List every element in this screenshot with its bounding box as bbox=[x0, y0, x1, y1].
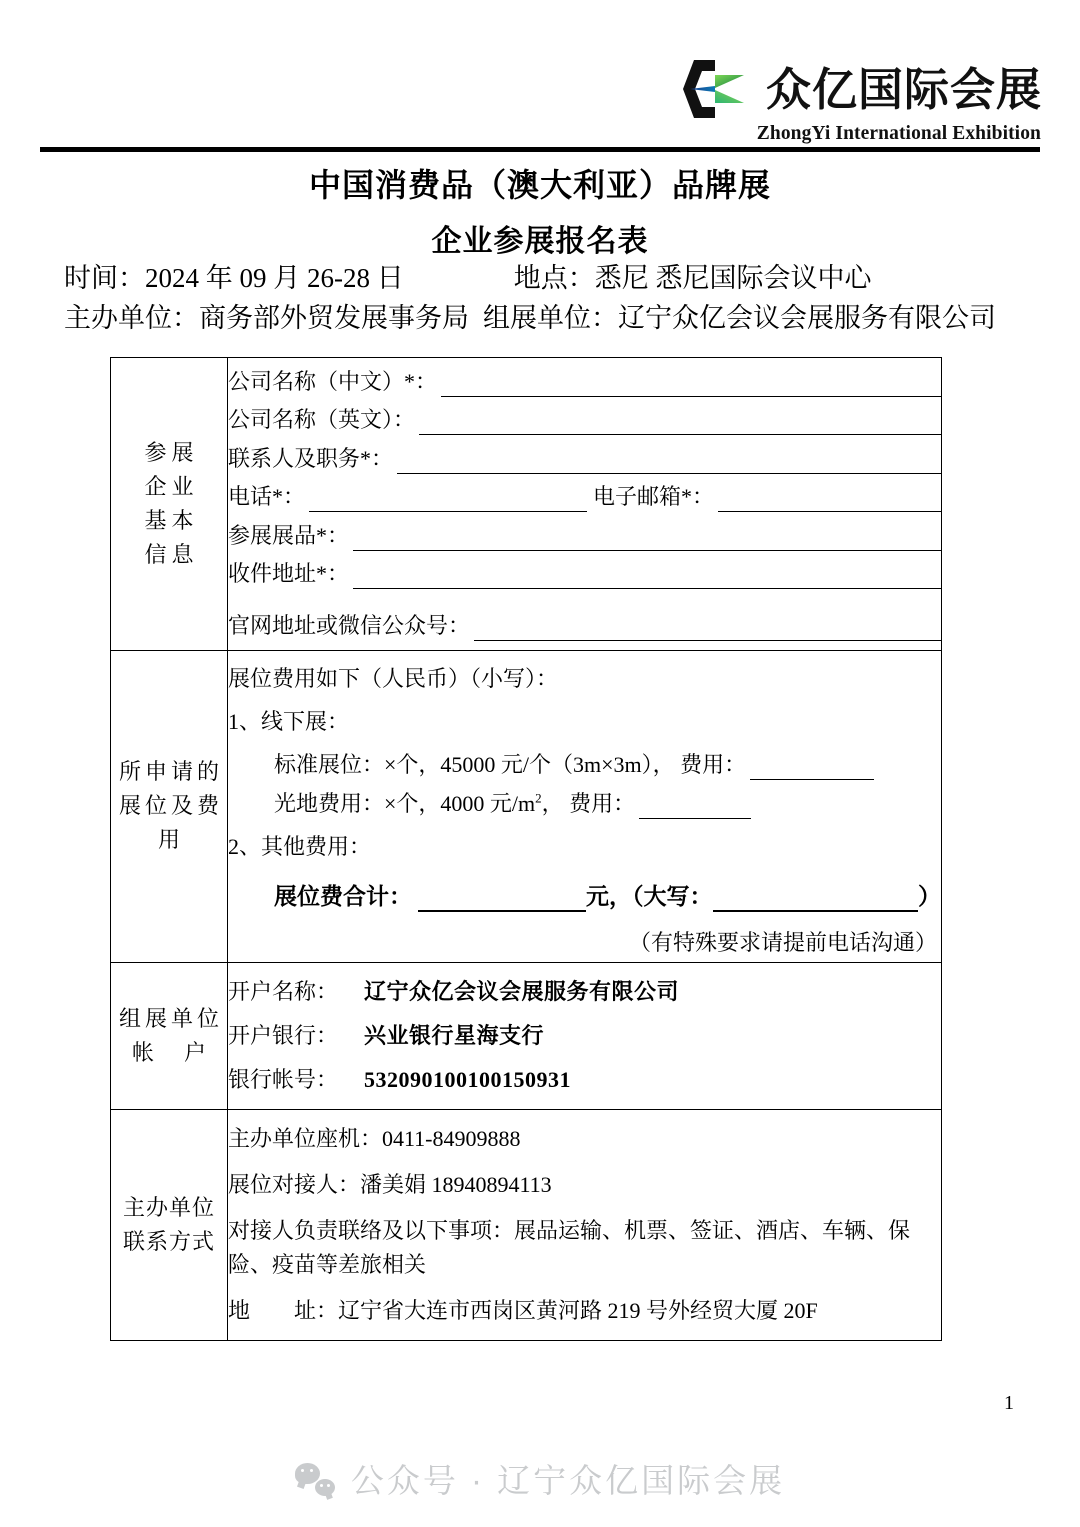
raw-space-label: 光地费用：×个，4000 元/m bbox=[274, 790, 536, 816]
standard-booth-row bbox=[228, 750, 941, 780]
field-exhibits bbox=[228, 521, 941, 551]
email-input[interactable] bbox=[718, 489, 941, 512]
section-body-company bbox=[228, 358, 942, 651]
offline-exhibition-title: 1、线下展： bbox=[228, 708, 350, 734]
booth-coordinator: 展位对接人：潘美娟 18940894113 bbox=[228, 1171, 552, 1197]
registration-form-table bbox=[110, 357, 942, 1341]
section-label-company bbox=[111, 358, 228, 651]
coordinator-duties: 对接人负责联络及以下事项：展品运输、机票、签证、酒店、车辆、保险、疫苗等差旅相关 bbox=[228, 1217, 911, 1277]
bank-account-number-value: 532090100100150931 bbox=[364, 1066, 572, 1092]
raw-space-fee-input[interactable] bbox=[639, 796, 751, 819]
raw-space-row bbox=[228, 789, 941, 819]
booth-total-words-input[interactable] bbox=[713, 886, 919, 912]
address-value: 辽宁省大连市西岗区黄河路 219 号外经贸大厦 20F bbox=[338, 1297, 818, 1323]
place-value: 悉尼 悉尼国际会议中心 bbox=[594, 263, 872, 293]
bank-account-name-value: 辽宁众亿会议会展服务有限公司 bbox=[364, 978, 680, 1004]
booth-total-unit: 元，（大写： bbox=[586, 883, 713, 909]
label-line: 帐 户 bbox=[131, 1039, 210, 1065]
zhongyi-logo-icon bbox=[682, 58, 756, 120]
event-host-organizer-line bbox=[64, 298, 1034, 338]
label-line: 企业 bbox=[144, 473, 199, 499]
event-time-location-line bbox=[64, 258, 1034, 298]
field-company-name-en bbox=[228, 405, 941, 435]
wechat-icon bbox=[295, 1462, 335, 1496]
logo-row bbox=[682, 58, 1042, 120]
page-number: 1 bbox=[1004, 1392, 1014, 1414]
company-name-cn-input[interactable] bbox=[441, 374, 941, 397]
header-divider bbox=[40, 147, 1040, 152]
field-contact-person bbox=[228, 444, 941, 474]
host-value: 商务部外贸发展事务局 bbox=[199, 303, 469, 333]
address-label: 地 址： bbox=[228, 1297, 339, 1323]
label-line: 展位及费 bbox=[118, 793, 223, 818]
organizer-value: 辽宁众亿会议会展服务有限公司 bbox=[618, 303, 996, 333]
time-value: 2024 年 09 月 26-28 日 bbox=[145, 263, 404, 293]
label-line: 组展单位 bbox=[118, 1005, 223, 1031]
website-wechat-input[interactable] bbox=[474, 618, 941, 641]
field-company-name-cn bbox=[228, 367, 941, 397]
bank-account-number-row bbox=[228, 1065, 941, 1095]
company-name-en-input[interactable] bbox=[419, 412, 941, 435]
table-row-booth-fees bbox=[111, 650, 942, 962]
table-row-company-info bbox=[111, 358, 942, 651]
label-line: 主办单位 bbox=[122, 1194, 215, 1220]
phone-input[interactable] bbox=[309, 489, 587, 512]
booth-total-amount-input[interactable] bbox=[418, 886, 586, 912]
section-body-bank bbox=[228, 962, 942, 1109]
footer-watermark bbox=[0, 1455, 1080, 1502]
logo-chinese-name: 众亿国际会展 bbox=[765, 63, 1042, 115]
field-label: 参展展品*： bbox=[228, 522, 350, 548]
section-body-contact bbox=[228, 1109, 942, 1340]
watermark-text: 公众号 · 辽宁众亿国际会展 bbox=[350, 1462, 786, 1499]
brand-logo bbox=[682, 58, 1042, 145]
section-label-contact bbox=[111, 1109, 228, 1340]
standard-booth-fee-input[interactable] bbox=[750, 757, 874, 780]
booth-fee-intro: 展位费用如下（人民币）（小写）： bbox=[228, 665, 559, 691]
booth-total-label: 展位费合计： bbox=[274, 883, 412, 909]
contact-person-input[interactable] bbox=[397, 451, 941, 474]
label-line: 联系方式 bbox=[122, 1228, 215, 1254]
page-subtitle: 企业参展报名表 bbox=[431, 225, 649, 258]
time-label: 时间： bbox=[64, 263, 145, 293]
table-row-bank-account bbox=[111, 962, 942, 1109]
field-phone-email bbox=[228, 482, 941, 512]
special-request-note: （有特殊要求请提前电话沟通） bbox=[628, 929, 937, 955]
logo-english-name: ZhongYi International Exhibition bbox=[756, 123, 1041, 144]
field-label: 公司名称（中文）*： bbox=[228, 368, 438, 394]
label-line: 信息 bbox=[144, 541, 199, 567]
bank-account-number-label: 银行帐号： bbox=[228, 1066, 339, 1092]
raw-space-superscript: 2 bbox=[535, 790, 542, 806]
organizer-address-row bbox=[228, 1294, 941, 1328]
label-line: 基本 bbox=[144, 507, 199, 533]
field-label: 收件地址*： bbox=[228, 561, 350, 586]
table-row-contact bbox=[111, 1109, 942, 1340]
section-label-bank bbox=[111, 962, 228, 1109]
email-label: 电子邮箱*： bbox=[593, 484, 715, 509]
organizer-label: 组展单位： bbox=[483, 303, 618, 333]
bank-name-value: 兴业银行星海支行 bbox=[364, 1022, 545, 1048]
booth-total-row bbox=[228, 882, 941, 912]
bank-account-name-label: 开户名称： bbox=[228, 978, 339, 1004]
field-mailing-address bbox=[228, 559, 941, 589]
booth-total-close-paren: ） bbox=[918, 883, 941, 909]
place-label: 地点： bbox=[513, 263, 595, 293]
organizer-telephone: 主办单位座机：0411-84909888 bbox=[228, 1125, 521, 1151]
bank-name-row bbox=[228, 1021, 941, 1051]
exhibits-input[interactable] bbox=[353, 528, 941, 551]
raw-space-label-tail: ， 费用： bbox=[541, 790, 636, 816]
standard-booth-label: 标准展位：×个，45000 元/个（3m×3m）， 费用： bbox=[274, 751, 747, 777]
field-label: 公司名称（英文）： bbox=[228, 407, 416, 432]
page-title: 中国消费品（澳大利亚）品牌展 bbox=[308, 167, 771, 203]
label-line: 用 bbox=[157, 827, 184, 852]
bank-name-label: 开户银行： bbox=[228, 1022, 339, 1048]
mailing-address-input[interactable] bbox=[353, 566, 941, 589]
section-label-booth bbox=[111, 650, 228, 962]
section-body-booth bbox=[228, 650, 942, 962]
field-label: 联系人及职务*： bbox=[228, 445, 394, 471]
other-fees-title: 2、其他费用： bbox=[228, 833, 372, 859]
label-line: 参展 bbox=[144, 439, 199, 465]
host-label: 主办单位： bbox=[64, 303, 199, 333]
bank-account-name-row bbox=[228, 977, 941, 1007]
phone-label: 电话*： bbox=[228, 484, 306, 509]
label-line: 所申请的 bbox=[118, 759, 223, 784]
field-website-wechat bbox=[228, 611, 941, 641]
field-label: 官网地址或微信公众号： bbox=[228, 613, 471, 638]
